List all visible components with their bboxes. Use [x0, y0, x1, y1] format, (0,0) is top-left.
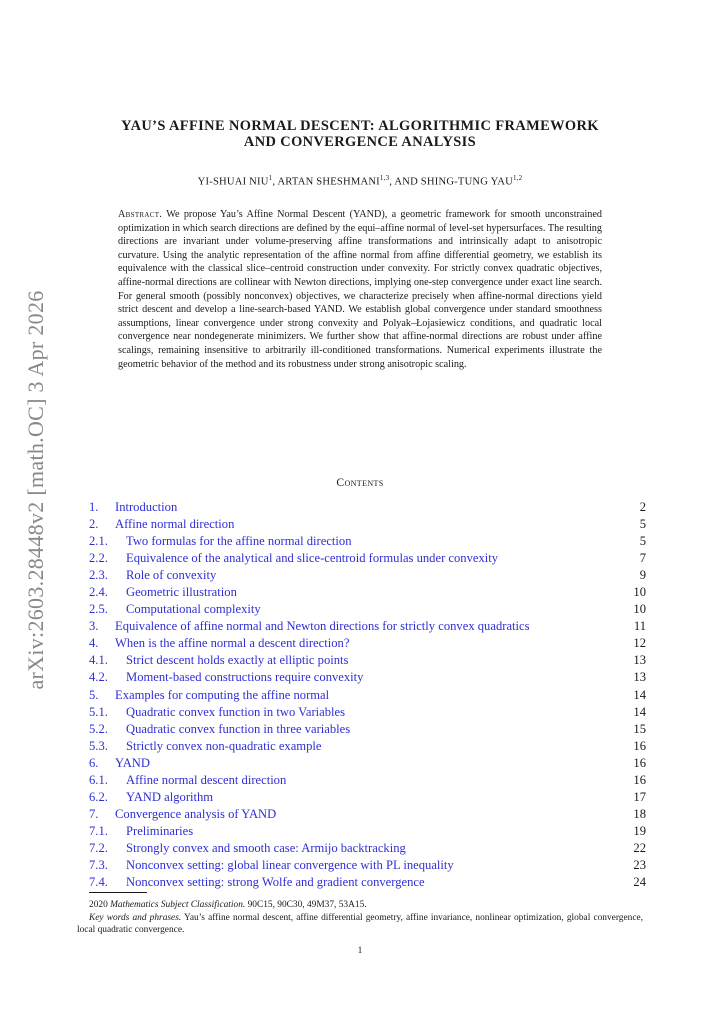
toc-entry-title[interactable]: Strictly convex non-quadratic example: [126, 738, 322, 753]
toc-entry[interactable]: [89, 806, 646, 823]
toc-entry[interactable]: [89, 789, 646, 806]
toc-entry-title[interactable]: When is the affine normal a descent direction?: [115, 636, 350, 651]
author-affiliation: 1,2: [512, 174, 523, 182]
msc-label: 2020 Mathematics Subject Classification.: [89, 900, 246, 910]
toc-entry-number: 6.2.: [89, 789, 108, 804]
page-number: 1: [357, 946, 363, 956]
toc-entry-page: 24: [633, 875, 646, 890]
author-affiliation: 1: [268, 174, 273, 182]
toc-entry-page: 13: [633, 653, 646, 668]
abstract: [118, 208, 602, 371]
toc-entry-number: 4.: [89, 636, 99, 651]
toc-entry-page: 10: [633, 602, 646, 617]
toc-entry-title[interactable]: Convergence analysis of YAND: [115, 806, 277, 821]
toc-entry[interactable]: [89, 601, 646, 618]
toc-entry[interactable]: [89, 772, 646, 789]
toc-entry-number: 2.4.: [89, 585, 108, 600]
msc-footnote: [77, 899, 643, 911]
toc-entry-number: 7.1.: [89, 823, 108, 838]
toc-entry-number: 1.: [89, 500, 99, 514]
author-affiliation: 1,3: [379, 174, 390, 182]
toc-entry-page: 23: [633, 857, 646, 872]
toc-entry-title[interactable]: Preliminaries: [126, 823, 194, 838]
toc-entry-title[interactable]: Role of convexity: [126, 568, 217, 583]
toc-entry-number: 6.1.: [89, 772, 108, 787]
toc-entry-title[interactable]: Affine normal descent direction: [126, 772, 287, 787]
toc-entry-number: 2.3.: [89, 568, 108, 583]
toc-entry-number: 5.2.: [89, 721, 108, 736]
author-name: YI-SHUAI NIU: [197, 176, 269, 188]
author-name: AND SHING-TUNG YAU: [394, 176, 513, 188]
toc-entry-page: 18: [633, 806, 646, 821]
toc-entry-title[interactable]: Quadratic convex function in two Variables: [126, 704, 346, 719]
toc-entry-page: 10: [633, 585, 646, 600]
toc-entry-number: 2.2.: [89, 551, 108, 566]
toc-entry-title[interactable]: Nonconvex setting: strong Wolfe and gradient convergence: [126, 875, 425, 890]
keywords-footnote: [77, 912, 643, 936]
toc-entry-page: 22: [633, 840, 646, 855]
toc-entry-page: 13: [633, 670, 646, 685]
toc-entry[interactable]: [89, 499, 646, 516]
toc-entry-page: 12: [633, 636, 646, 651]
toc-entry-page: 11: [633, 619, 646, 634]
toc-entry-number: 7.3.: [89, 857, 108, 872]
toc-entry[interactable]: [89, 857, 646, 874]
toc-entry[interactable]: [89, 721, 646, 738]
toc-entry[interactable]: [89, 533, 646, 550]
toc-entry-title[interactable]: Examples for computing the affine normal: [115, 687, 330, 702]
toc-entry[interactable]: [89, 550, 646, 567]
paper-title-line-2: AND CONVERGENCE ANALYSIS: [243, 134, 477, 150]
toc-entry-number: 2.1.: [89, 534, 108, 549]
toc-entry[interactable]: [89, 652, 646, 669]
toc-entry-title[interactable]: Computational complexity: [126, 602, 261, 617]
toc-entry-number: 7.4.: [89, 875, 108, 890]
toc-entry-number: 7.2.: [89, 840, 108, 855]
toc-entry-title[interactable]: YAND: [115, 755, 150, 770]
toc-entry-page: 17: [633, 789, 646, 804]
toc-entry-title[interactable]: Affine normal direction: [115, 517, 235, 532]
toc-entry-page: 16: [633, 755, 646, 770]
toc-entry-title[interactable]: Equivalence of affine normal and Newton directions for strictly convex quadratics: [115, 619, 530, 634]
toc-entry-number: 5.3.: [89, 738, 108, 753]
table-of-contents: [89, 499, 646, 891]
toc-entry-number: 3.: [89, 619, 99, 634]
msc-codes: 90C15, 90C30, 49M37, 53A15.: [247, 900, 367, 910]
toc-entry-page: 5: [639, 517, 646, 532]
toc-entry-page: 14: [633, 687, 646, 702]
toc-entry[interactable]: [89, 635, 646, 652]
keywords-text: Yau’s affine normal descent, affine differential geometry, affine invariance, nonlinear optimization, global convergence, local quadratic convergence.: [77, 913, 643, 936]
toc-entry[interactable]: [89, 567, 646, 584]
toc-entry-title[interactable]: Introduction: [115, 500, 178, 514]
toc-entry[interactable]: [89, 584, 646, 601]
toc-entry-title[interactable]: Strict descent holds exactly at elliptic points: [126, 653, 349, 668]
toc-entry-number: 5.1.: [89, 704, 108, 719]
toc-entry[interactable]: [89, 618, 646, 635]
toc-entry-page: 7: [639, 551, 646, 566]
contents-heading: Contents: [336, 476, 384, 489]
toc-entry[interactable]: [89, 738, 646, 755]
paper-title-line-1: YAU’S AFFINE NORMAL DESCENT: ALGORITHMIC FRAMEWORK: [121, 118, 599, 134]
toc-entry-page: 16: [633, 738, 646, 753]
toc-entry-title[interactable]: Strongly convex and smooth case: Armijo backtracking: [126, 840, 406, 855]
toc-entry-page: 5: [639, 534, 646, 549]
arxiv-identifier-stamp: [16, 290, 56, 690]
footnote-rule: [89, 892, 147, 893]
toc-entry-page: 2: [639, 500, 646, 514]
toc-entry-page: 19: [633, 823, 646, 838]
abstract-label: Abstract.: [118, 209, 163, 220]
abstract-text: We propose Yau’s Affine Normal Descent (YAND), a geometric framework for smooth unconstrained optimization in which search directions are defined by the equi–affine normal of level-set hypersurfaces. The resulting directions are invariant under volume-preserving affine transformations and intrinsically adapt to anisotropic curvature. Using the analytic representation of the affine normal from affine differential geometry, we establish its equivalence with the classical slice–centroid construction under convexity. For strictly convex quadratic objectives, affine-normal directions are collinear with Newton directions, implying one-step convergence under exact line search. For general smooth (possibly nonconvex) objectives, we characterize precisely when affine-normal directions yield strict descent and develop a line-search-based YAND. We establish global convergence under standard smoothness assumptions, linear convergence under strong convexity and Polyak–Łojasiewicz conditions, and quadratic local convergence near nondegenerate minimizers. We further show that affine-normal directions are robust under affine scalings, remaining insensitive to arbitrarily ill-conditioned transformations. Numerical experiments illustrate the geometric behavior of the method and its robustness under strong anisotropic scaling.: [118, 209, 602, 370]
toc-entry[interactable]: [89, 755, 646, 772]
toc-entry-title[interactable]: Quadratic convex function in three variables: [126, 721, 351, 736]
toc-entry[interactable]: [89, 840, 646, 857]
toc-entry-title[interactable]: Nonconvex setting: global linear convergence with PL inequality: [126, 857, 454, 872]
toc-entry-title[interactable]: Geometric illustration: [126, 585, 237, 600]
toc-entry-number: 4.2.: [89, 670, 108, 685]
toc-entry[interactable]: [89, 516, 646, 533]
toc-entry-number: 7.: [89, 806, 99, 821]
toc-entry-page: 14: [633, 704, 646, 719]
keywords-label: Key words and phrases.: [89, 913, 182, 923]
toc-entry[interactable]: [89, 704, 646, 721]
toc-entry-number: 2.5.: [89, 602, 108, 617]
toc-entry-number: 4.1.: [89, 653, 108, 668]
toc-entry-title[interactable]: Moment-based constructions require convexity: [126, 670, 364, 685]
toc-entry[interactable]: [89, 874, 646, 891]
toc-entry-page: 9: [639, 568, 646, 583]
msc-label-italic: Mathematics Subject Classification.: [110, 900, 246, 910]
toc-entry-number: 5.: [89, 687, 99, 702]
author-name: ARTAN SHESHMANI: [277, 176, 380, 188]
toc-entry[interactable]: [89, 669, 646, 686]
toc-entry-number: 2.: [89, 517, 99, 532]
toc-entry-title[interactable]: Two formulas for the affine normal direction: [126, 534, 352, 549]
arxiv-identifier-text: arXiv:2603.28448v2 [math.OC] 3 Apr 2026: [23, 290, 48, 690]
toc-entry-page: 16: [633, 772, 646, 787]
toc-entry-page: 15: [633, 721, 646, 736]
toc-entry[interactable]: [89, 823, 646, 840]
toc-entry-title[interactable]: Equivalence of the analytical and slice-centroid formulas under convexity: [126, 551, 499, 566]
toc-entry-title[interactable]: YAND algorithm: [126, 789, 214, 804]
toc-entry[interactable]: [89, 687, 646, 704]
toc-entry-number: 6.: [89, 755, 99, 770]
author-list: YI-SHUAI NIU$^1$, ARTAN SHESHMANI$^{1,3}$, AND SHING-TUNG YAU$^{1,2}$: [197, 174, 523, 188]
